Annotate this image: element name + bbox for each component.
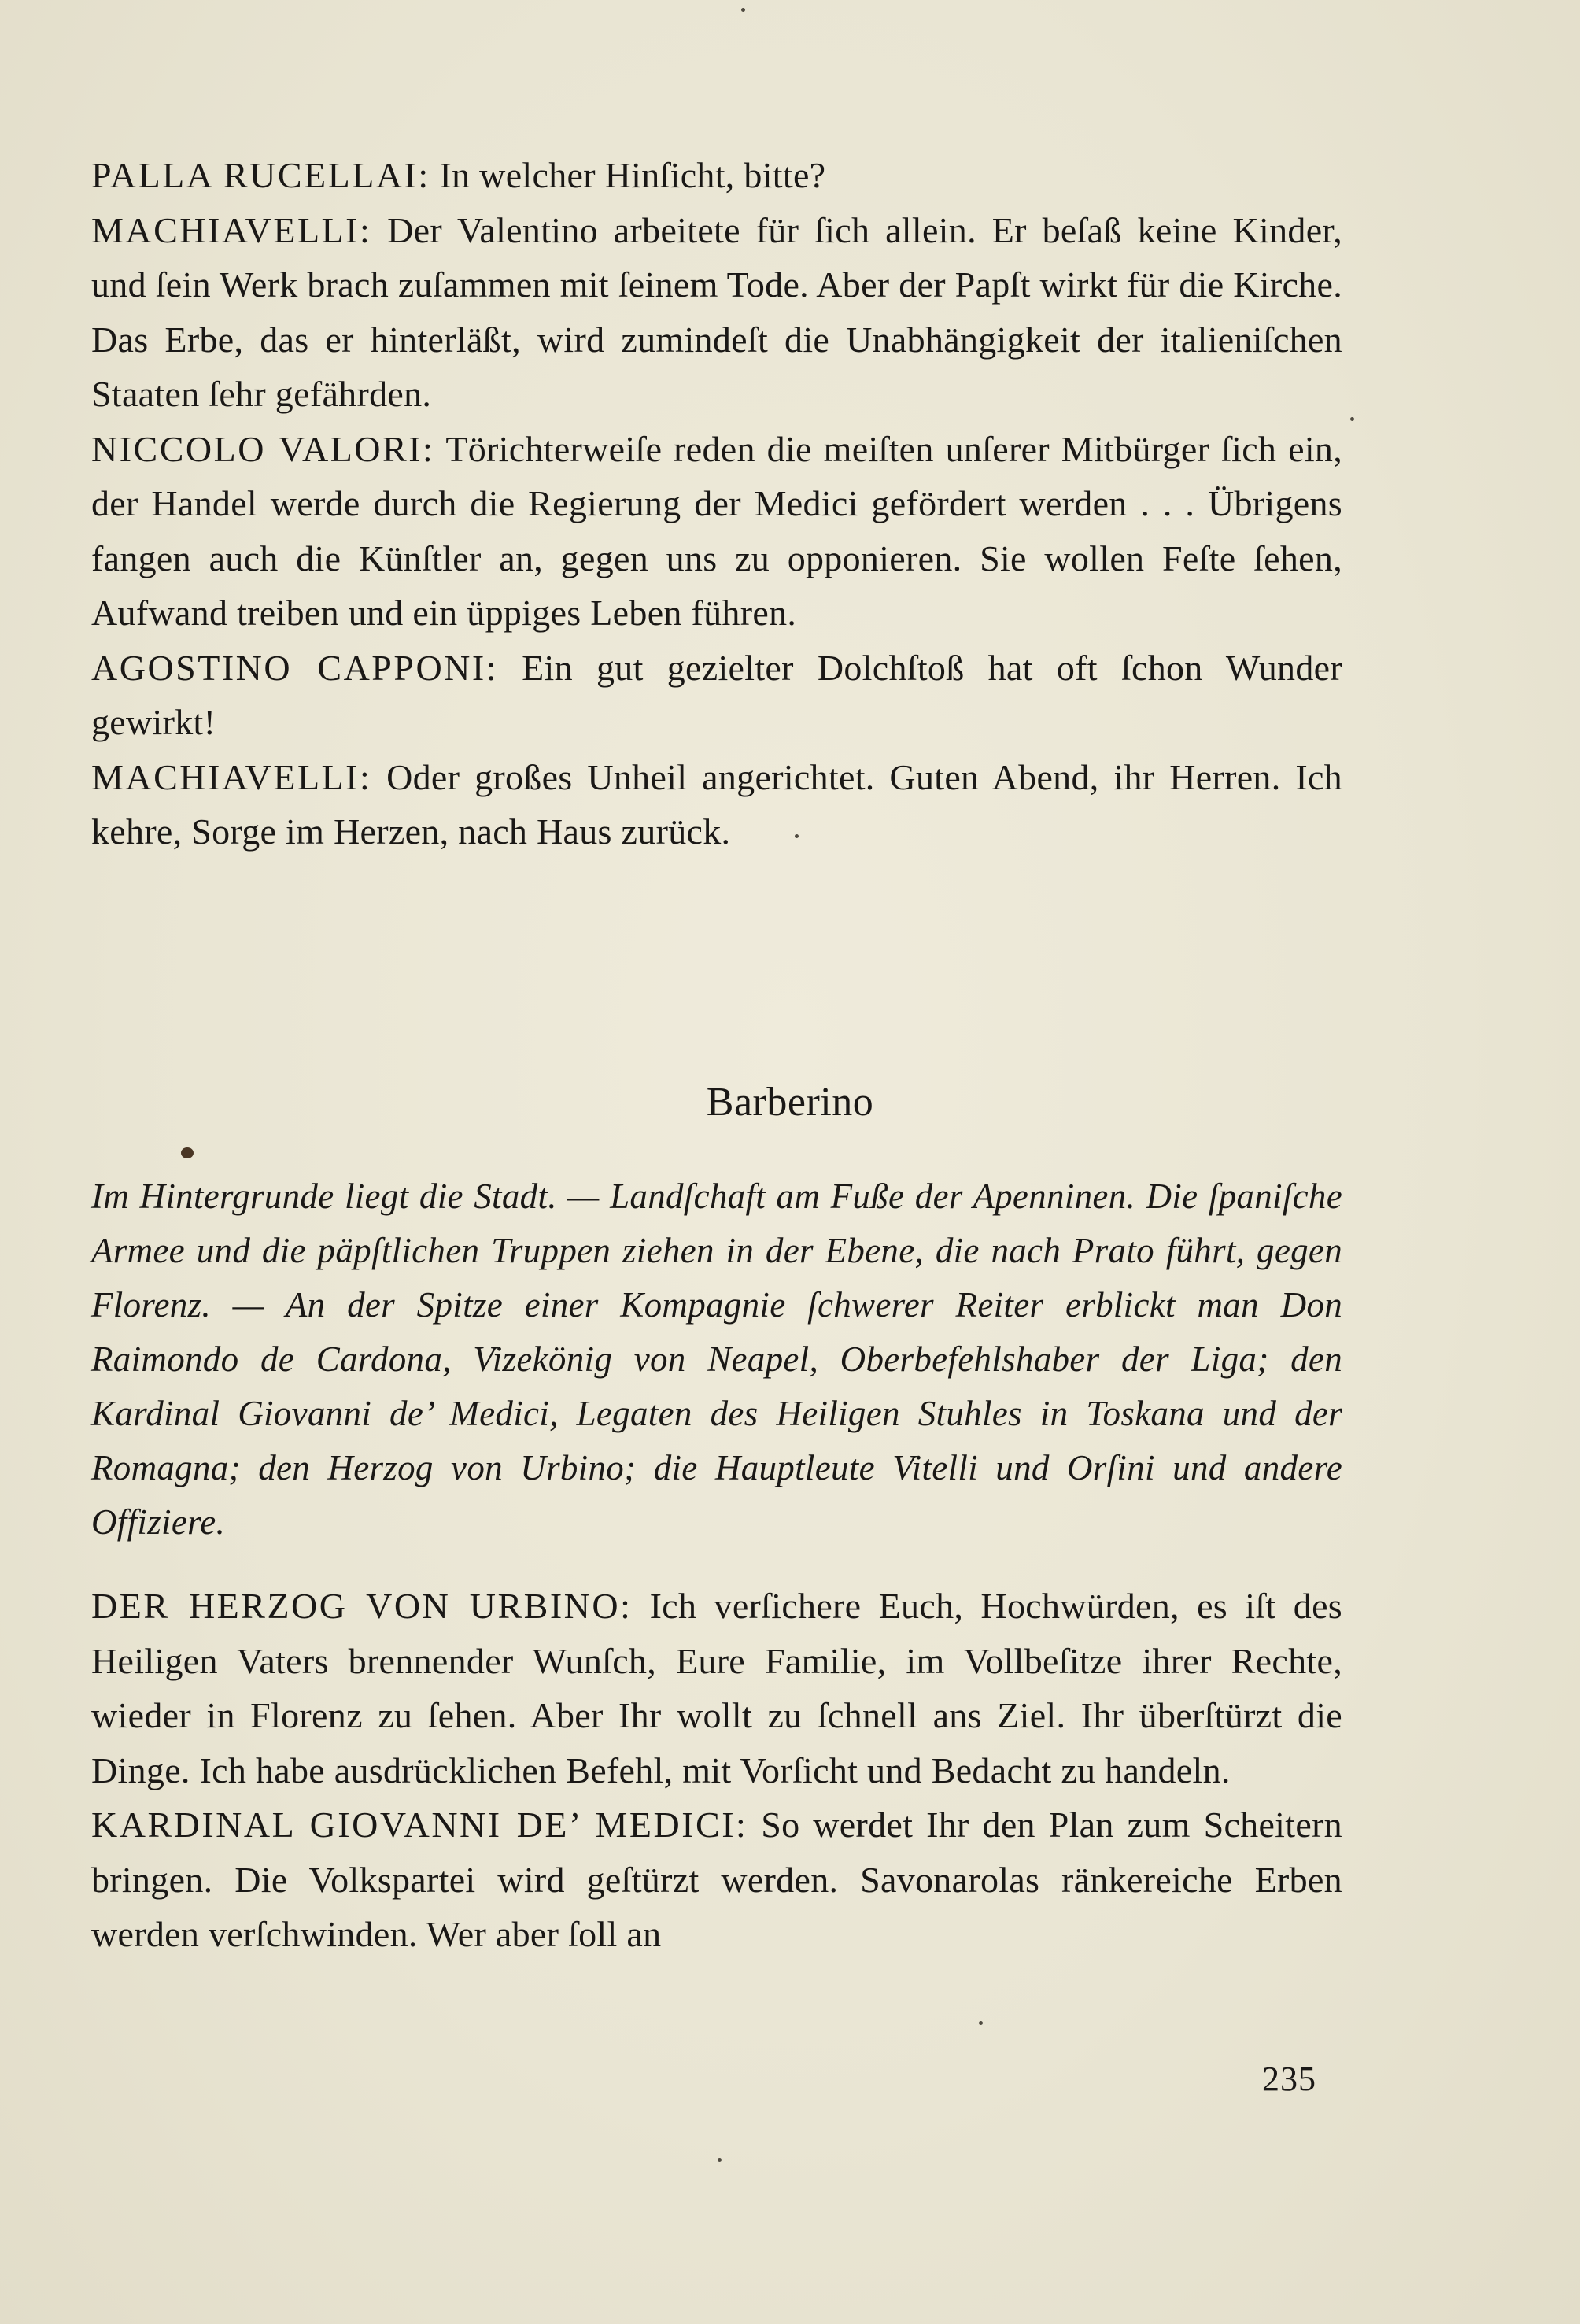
- speaker-name: MACHIAVELLI:: [91, 756, 372, 797]
- speaker-name: DER HERZOG VON URBINO:: [91, 1586, 633, 1626]
- speaker-name: MACHIAVELLI:: [91, 209, 372, 250]
- dialogue-text: Ich verſichere Euch, Hochwürden, es iſt des Heiligen Vaters brennender Wunſch, Eure Familie, im Vollbeſitze ihrer Rechte, wieder in Florenz zu ſehen. Aber Ihr wollt zu ſchnell ans Ziel. Ihr überſtürzt die Dinge. Ich habe ausdrücklichen Befehl, mit Vorſicht und Bedacht zu handeln.: [91, 1586, 1342, 1790]
- paper-speck: [979, 2021, 983, 2025]
- dialogue-line: [91, 1797, 1342, 1962]
- stage-direction: Im Hintergrunde liegt die Stadt. — Landſchaft am Fuße der Apenninen. Die ſpaniſche Armee und die päpſtlichen Truppen ziehen in der Ebene, die nach Prato führt, gegen Florenz. — An der Spitze einer Kompagnie ſchwerer Reiter erblickt man Don Raimondo de Cardona, Vizekönig von Neapel, Oberbefehlshaber der Liga; den Kardinal Giovanni de’ Medici, Legaten des Heiligen Stuhles in Toskana und der Romagna; den Herzog von Urbino; die Hauptleute Vitelli und Orſini und andere Offiziere.: [91, 1177, 1342, 1542]
- dialogue-line: [91, 422, 1342, 641]
- dialogue-text: Törichterweiſe reden die meiſten unſerer Mitbürger ſich ein, der Handel werde durch die Regierung der Medici gefördert werden . . . Übrigens fangen auch die Künſtler an, gegen uns zu opponieren. Sie wollen Feſte ſehen, Aufwand treiben und ein üppiges Leben führen.: [91, 428, 1342, 633]
- section-heading: Barberino: [706, 1080, 874, 1125]
- dialogue-text: Oder großes Unheil angerichtet. Guten Abend, ihr Herren. Ich kehre, Sorge im Herzen, nach Haus zurück.: [91, 756, 1342, 852]
- paper-speck: [718, 2158, 722, 2162]
- dialogue-text: Ein gut gezielter Dolchſtoß hat oft ſchon Wunder gewirkt!: [91, 647, 1342, 742]
- dialogue-block-top: [91, 148, 1342, 859]
- stage-direction-block: [91, 1169, 1342, 1550]
- dialogue-line: [91, 148, 1342, 203]
- paper-speck: [795, 834, 799, 838]
- dialogue-line: [91, 750, 1342, 859]
- paper-speck: [1350, 417, 1354, 421]
- dialogue-text: So werdet Ihr den Plan zum Scheitern bringen. Die Volkspartei wird geſtürzt werden. Savonarolas ränkereiche Erben werden verſchwinden. Wer aber ſoll an: [91, 1805, 1342, 1954]
- page-number: 235: [1262, 2060, 1316, 2098]
- speaker-name: NICCOLO VALORI:: [91, 428, 435, 469]
- speaker-name: AGOSTINO CAPPONI:: [91, 647, 498, 688]
- dialogue-block-bottom: [91, 1579, 1342, 1962]
- ink-blot: [181, 1147, 194, 1158]
- dialogue-line: [91, 641, 1342, 750]
- dialogue-line: [91, 203, 1342, 422]
- dialogue-line: [91, 1579, 1342, 1797]
- dialogue-text: In welcher Hinſicht, bitte?: [430, 155, 826, 195]
- paper-speck: [741, 8, 745, 12]
- speaker-name: KARDINAL GIOVANNI DE’ MEDICI:: [91, 1805, 748, 1845]
- dialogue-text: Der Valentino arbeitete für ſich allein. Er beſaß keine Kinder, und ſein Werk brach zuſammen mit ſeinem Tode. Aber der Papſt wirkt für die Kirche. Das Erbe, das er hinterläßt, wird zumindeſt die Unabhängigkeit der italieniſchen Staaten ſehr gefährden.: [91, 209, 1342, 414]
- speaker-name: PALLA RUCELLAI:: [91, 155, 430, 195]
